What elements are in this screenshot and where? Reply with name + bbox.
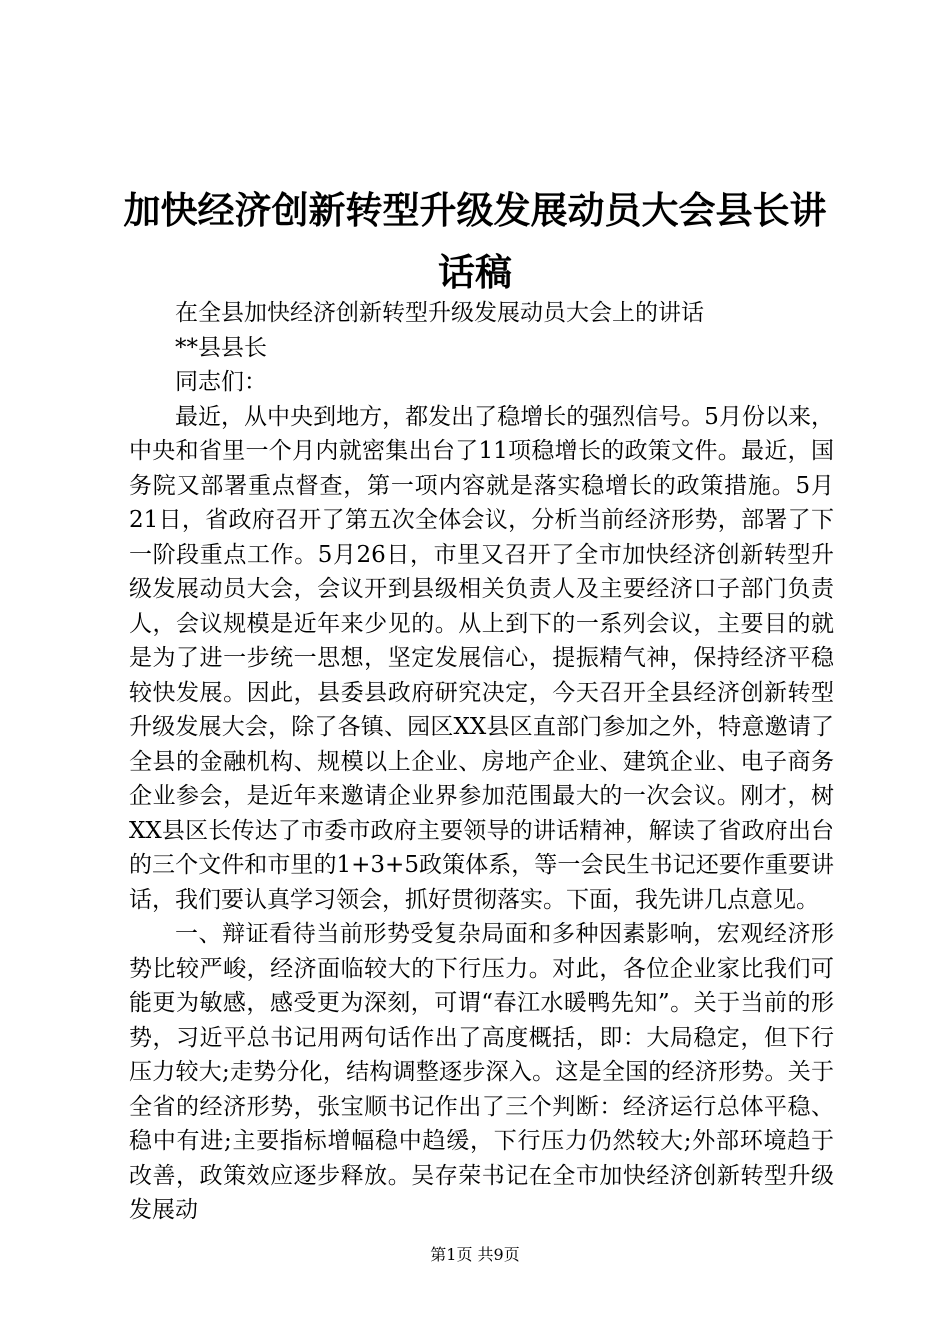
greeting: 同志们：: [175, 369, 267, 395]
paragraph: 最近，从中央到地方，都发出了稳增长的强烈信号。5月份以来，中央和省里一个月内就密集出台了11项稳增长的政策文件。最近，国务院又部署重点督查，第一项内容就是落实稳增长的政策措施。5月21日，省政府召开了第五次全体会议，分析当前经济形势，部署了下一阶段重点工作。5月26日，市里又召开了全市加快经济创新转型升级发展动员大会，会议开到县级相关负责人及主要经济口子部门负责人，会议规模是近年来少见的。从上到下的一系列会议，主要目的就是为了进一步统一思想，坚定发展信心，提振精气神，保持经济平稳较快发展。因此，县委县政府研究决定，今天召开全县经济创新转型升级发展大会，除了各镇、园区XX县区直部门参加之外，特意邀请了全县的金融机构、规模以上企业、房地产企业、建筑企业、电子商务企业参会，是近年来邀请企业界参加范围最大的一次会议。刚才，树XX县区长传达了市委市政府主要领导的讲话精神，解读了省政府出台的三个文件和市里的1+3+5政策体系，等一会民生书记还要作重要讲话，我们要认真学习领会，抓好贯彻落实。下面，我先讲几点意见。: [129, 403, 834, 913]
subtitle: 在全县加快经济创新转型升级发展动员大会上的讲话: [175, 300, 704, 326]
document-body: [129, 296, 834, 1228]
speaker: **县县长: [175, 334, 267, 361]
page-number-footer: 第1页 共9页: [430, 1245, 520, 1264]
paragraph: 一、辩证看待当前形势受复杂局面和多种因素影响，宏观经济形势比较严峻，经济面临较大的下行压力。对此，各位企业家比我们可能更为敏感，感受更为深刻，可谓“春江水暖鸭先知”。关于当前的形势，习近平总书记用两句话作出了高度概括，即：大局稳定，但下行压力较大;走势分化，结构调整逐步深入。这是全国的经济形势。关于全省的经济形势，张宝顺书记作出了三个判断：经济运行总体平稳、稳中有进;主要指标增幅稳中趋缓，下行压力仍然较大;外部环境趋于改善，政策效应逐步释放。吴存荣书记在全市加快经济创新转型升级发展动: [129, 921, 834, 1223]
document-title: 加快经济创新转型升级发展动员大会县长讲话稿: [123, 189, 827, 294]
